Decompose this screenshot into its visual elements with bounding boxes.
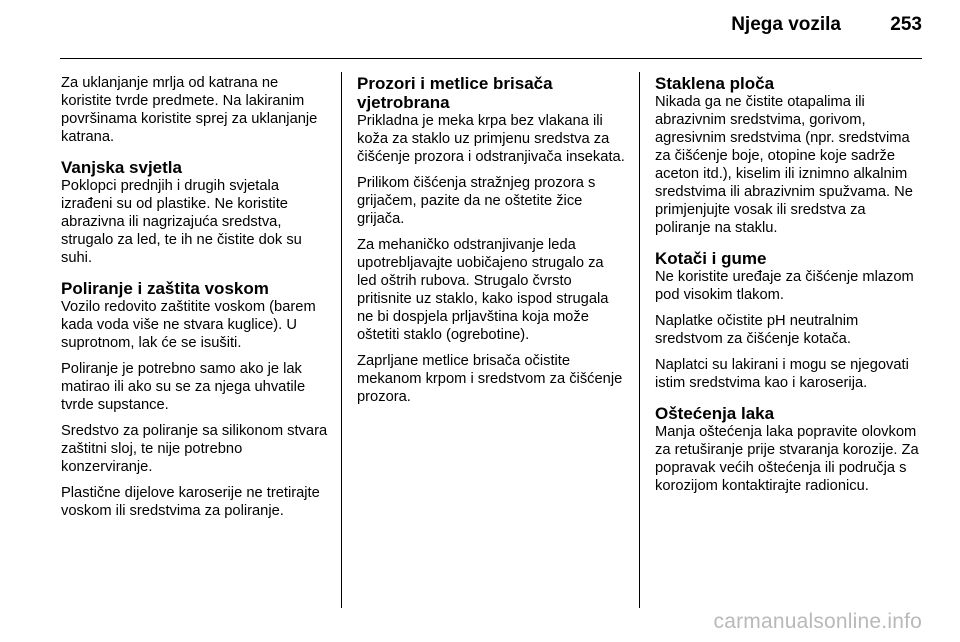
- section-paint-damage: [655, 404, 923, 495]
- section-exterior-lights: [61, 158, 328, 267]
- section-heading: Staklena ploča: [655, 74, 775, 93]
- paragraph: Zaprljane metlice brisača očistite mekanom krpom i sredstvom za čišćenje prozora.: [357, 353, 623, 405]
- header-rule: [60, 58, 922, 59]
- section-heading: Kotači i gume: [655, 249, 767, 268]
- intro-paragraph: Za uklanjanje mrlja od katrana ne koristite tvrde predmete. Na lakiranim površinama koristite sprej za uklanjanje katrana.: [61, 75, 318, 145]
- paragraph: Naplatke očistite pH neutralnim sredstvom za čišćenje kotača.: [655, 313, 859, 347]
- paragraph: Sredstvo za poliranje sa silikonom stvara zaštitni sloj, te nije potrebno konzerviranje.: [61, 423, 328, 475]
- column-divider-2: [639, 72, 640, 608]
- section-heading: Poliranje i zaštita voskom: [61, 279, 269, 298]
- section-heading: Vanjska svjetla: [61, 158, 182, 177]
- page-title: Njega vozila: [731, 14, 842, 35]
- paragraph: Plastične dijelove karoserije ne tretirajte voskom ili sredstvima za poliranje.: [61, 485, 320, 519]
- paragraph: Prikladna je meka krpa bez vlakana ili koža za staklo uz primjenu sredstva za čišćenje prozora i odstranjivača insekata.: [357, 113, 625, 165]
- paragraph: Manja oštećenja laka popravite olovkom za retuširanje prije stvaranja korozije. Za popravak većih oštećenja ili područja s korozijom kontaktirajte radionicu.: [655, 424, 919, 494]
- paragraph: Nikada ga ne čistite otapalima ili abrazivnim sredstvima, gorivom, agresivnim sredstvima (npr. sredstvima za čišćenje boje, otopine koje sadrže aceton itd.), kiselim ili iznimno alkalnim sredstvima ili abrazivnim spužvama. Ne primjenjujte vosak ili sredstva za poliranje na staklu.: [655, 94, 913, 236]
- paragraph: Poklopci prednjih i drugih svjetala izrađeni su od plastike. Ne koristite abrazivna ili nagrizajuća sredstva, strugalo za led, te ih ne čistite dok su suhi.: [61, 178, 302, 266]
- watermark: carmanualsonline.info: [713, 610, 922, 633]
- column-divider-1: [341, 72, 342, 608]
- paragraph: Naplatci su lakirani i mogu se njegovati istim sredstvima kao i karoserija.: [655, 357, 909, 391]
- paragraph: Poliranje je potrebno samo ako je lak matirao ili ako su se za njega uhvatile tvrde supstance.: [61, 361, 306, 413]
- column-2: [357, 74, 625, 414]
- paragraph: Ne koristite uređaje za čišćenje mlazom pod visokim tlakom.: [655, 269, 914, 303]
- section-glass-panel: [655, 74, 923, 237]
- page-number: 253: [890, 14, 922, 35]
- section-heading: Prozori i metlice brisača vjetrobrana: [357, 74, 553, 112]
- section-windows-wipers: [357, 74, 625, 406]
- column-1: [61, 74, 328, 528]
- section-wheels-tyres: [655, 249, 923, 392]
- section-polishing-waxing: [61, 279, 328, 520]
- column-3: [655, 74, 923, 503]
- paragraph: Za mehaničko odstranjivanje leda upotrebljavajte uobičajeno strugalo za led oštrih rubova. Strugalo čvrsto pritisnite uz staklo, kako ispod strugala ne bi dospjela prljavština koja može oštetiti staklo (ogrebotine).: [357, 237, 609, 343]
- paragraph: Prilikom čišćenja stražnjeg prozora s grijačem, pazite da ne oštetite žice grijača.: [357, 175, 596, 227]
- paragraph: Vozilo redovito zaštitite voskom (barem kada voda više ne stvara kuglice). U suprotnom, lak će se isušiti.: [61, 299, 316, 351]
- section-heading: Oštećenja laka: [655, 404, 775, 423]
- page-header: [731, 14, 922, 36]
